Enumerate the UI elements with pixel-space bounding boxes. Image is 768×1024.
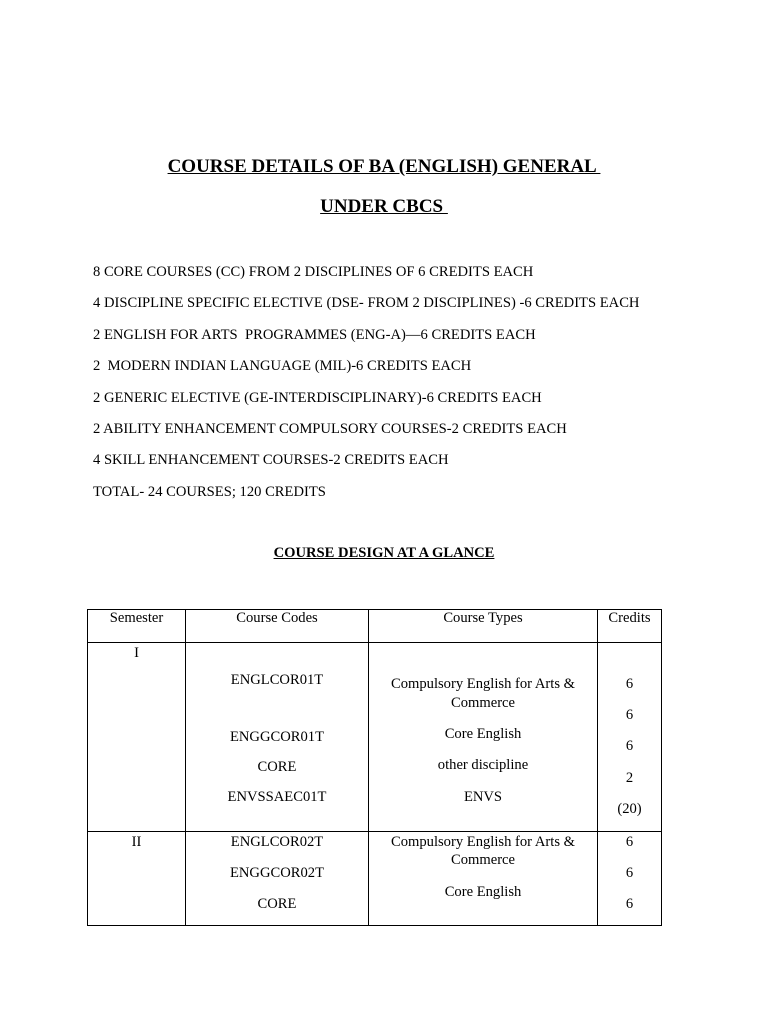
course-types-cell [369,832,598,926]
course-line: 4 SKILL ENHANCEMENT COURSES-2 CREDITS EACH [93,452,449,469]
semester-cell [88,832,186,926]
course-code: ENVSSAEC01T [227,789,327,805]
course-types-cell [369,643,598,832]
credit-value: 2 [625,770,634,786]
course-design-table [87,609,662,926]
credit-total: (20) [617,801,642,817]
credits-cell [598,643,662,832]
credit-value: 6 [625,707,634,723]
course-total-line: TOTAL- 24 COURSES; 120 CREDITS [93,483,326,500]
course-type: Core English [444,726,522,742]
document-title-line-1: COURSE DETAILS OF BA (ENGLISH) GENERAL [167,156,601,177]
course-type: ENVS [463,789,503,805]
credits-cell [598,832,662,926]
section-subtitle: COURSE DESIGN AT A GLANCE [273,545,495,561]
course-type: other discipline [437,757,529,773]
course-type: Compulsory English for Arts & [390,676,576,692]
course-codes-cell [186,832,369,926]
credit-value: 6 [625,738,634,754]
course-summary-list [93,262,639,513]
credit-value: 6 [625,676,634,692]
course-code: CORE [257,896,297,912]
course-type: Commerce [450,852,516,868]
course-code: CORE [257,759,297,775]
course-code: ENGLCOR02T [230,834,324,850]
semester-cell [88,643,186,832]
course-type: Core English [444,884,522,900]
course-codes-cell [186,643,369,832]
credit-value: 6 [625,896,634,912]
course-line: 2 GENERIC ELECTIVE (GE-INTERDISCIPLINARY)-6 CREDITS EACH [93,389,542,406]
course-type: Compulsory English for Arts & [390,834,576,850]
course-line: 2 MODERN INDIAN LANGUAGE (MIL)-6 CREDITS EACH [93,358,472,375]
semester-value: II [131,834,142,850]
table-header-row [88,610,662,643]
course-type: Commerce [450,695,516,711]
course-line: 4 DISCIPLINE SPECIFIC ELECTIVE (DSE- FROM 2 DISCIPLINES) -6 CREDITS EACH [93,295,640,312]
course-code: ENGGCOR01T [229,729,325,745]
course-line: 2 ENGLISH FOR ARTS PROGRAMMES (ENG-A)—6 CREDITS EACH [93,326,536,343]
course-code: ENGGCOR02T [229,865,325,881]
table-row-semester-2 [88,832,662,926]
course-line: 2 ABILITY ENHANCEMENT COMPULSORY COURSES-2 CREDITS EACH [93,420,567,437]
document-title-line-2: UNDER CBCS [320,196,448,217]
header-course-codes: Course Codes [186,610,369,643]
credit-value: 6 [625,865,634,881]
course-code: ENGLCOR01T [230,672,324,688]
semester-value: I [134,645,139,661]
course-line: 8 CORE COURSES (CC) FROM 2 DISCIPLINES OF 6 CREDITS EACH [93,264,534,280]
header-course-types: Course Types [369,610,598,643]
header-credits: Credits [598,610,662,643]
header-semester: Semester [88,610,186,643]
credit-value: 6 [625,834,634,850]
table-row-semester-1 [88,643,662,832]
